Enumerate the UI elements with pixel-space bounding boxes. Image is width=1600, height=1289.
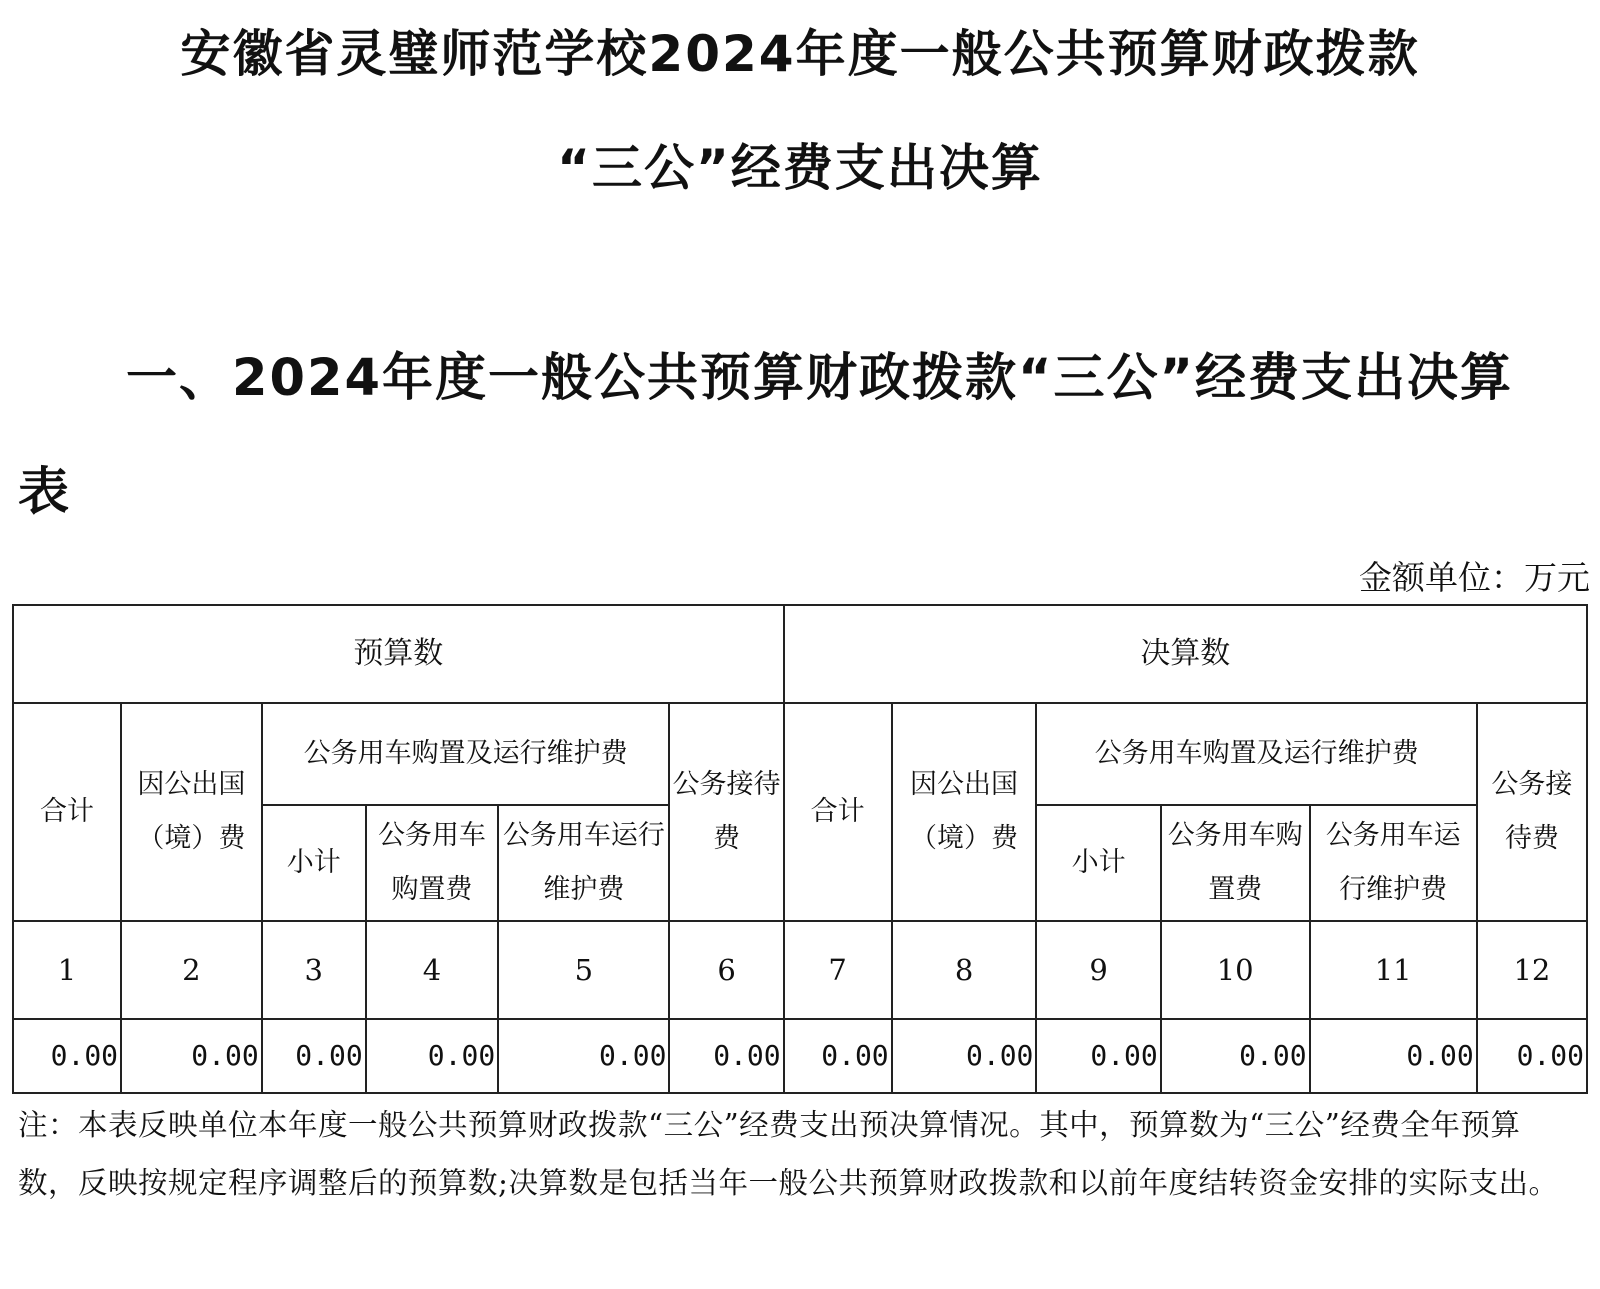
final-overseas-value: 0.00 (892, 1019, 1037, 1093)
unit-label: 金额单位：万元 (1359, 558, 1590, 597)
column-number: 7 (784, 921, 892, 1019)
budget-reception-value: 0.00 (669, 1019, 783, 1093)
column-number: 5 (498, 921, 669, 1019)
final-group-header: 决算数 (784, 605, 1587, 703)
document-title-line-2: “三公”经费支出决算 (557, 139, 1043, 197)
budget-vehicle-purchase-value: 0.00 (366, 1019, 499, 1093)
final-vehicle-purchase-value: 0.00 (1161, 1019, 1310, 1093)
budget-total-value: 0.00 (13, 1019, 121, 1093)
column-number: 8 (892, 921, 1037, 1019)
column-number: 2 (121, 921, 262, 1019)
final-vehicle-operation-value: 0.00 (1310, 1019, 1477, 1093)
budget-vehicle-purchase-header: 公务用车购置费 (366, 805, 499, 921)
final-reception-value: 0.00 (1477, 1019, 1587, 1093)
budget-group-header: 预算数 (13, 605, 784, 703)
final-vehicle-header: 公务用车购置及运行维护费 (1036, 703, 1476, 805)
final-total-header: 合计 (784, 703, 892, 921)
budget-reception-header: 公务接待费 (669, 703, 783, 921)
final-vehicle-purchase-header: 公务用车购置费 (1161, 805, 1310, 921)
final-subtotal-header: 小计 (1036, 805, 1160, 921)
table-header-row-1 (13, 703, 1587, 805)
final-reception-header: 公务接待费 (1477, 703, 1587, 921)
budget-vehicle-header: 公务用车购置及运行维护费 (262, 703, 670, 805)
budget-total-header: 合计 (13, 703, 121, 921)
column-number: 12 (1477, 921, 1587, 1019)
table-group-header-row (13, 605, 1587, 703)
final-vehicle-operation-header: 公务用车运行维护费 (1310, 805, 1477, 921)
column-number: 11 (1310, 921, 1477, 1019)
final-overseas-header: 因公出国（境）费 (892, 703, 1037, 921)
table-note: 注：本表反映单位本年度一般公共预算财政拨款“三公”经费支出预决算情况。其中，预算数为“三公”经费全年预算数，反映按规定程序调整后的预算数;决算数是包括当年一般公共预算财政拨款和以前年度结转资金安排的实际支出。 (18, 1108, 1559, 1200)
budget-vehicle-subtotal-value: 0.00 (262, 1019, 366, 1093)
budget-vehicle-operation-value: 0.00 (498, 1019, 669, 1093)
three-public-expenses-table (12, 604, 1588, 1094)
budget-overseas-value: 0.00 (121, 1019, 262, 1093)
column-number: 4 (366, 921, 499, 1019)
final-total-value: 0.00 (784, 1019, 892, 1093)
final-vehicle-subtotal-value: 0.00 (1036, 1019, 1160, 1093)
budget-subtotal-header: 小计 (262, 805, 366, 921)
column-number: 3 (262, 921, 366, 1019)
table-value-row (13, 1019, 1587, 1093)
budget-overseas-header: 因公出国（境）费 (121, 703, 262, 921)
column-number: 9 (1036, 921, 1160, 1019)
section-title: 一、2024年度一般公共预算财政拨款“三公”经费支出决算表 (18, 349, 1513, 522)
column-number: 6 (669, 921, 783, 1019)
column-number: 10 (1161, 921, 1310, 1019)
document-title-line-1: 安徽省灵璧师范学校2024年度一般公共预算财政拨款 (180, 25, 1420, 83)
budget-vehicle-operation-header: 公务用车运行维护费 (498, 805, 669, 921)
column-number-row (13, 921, 1587, 1019)
column-number: 1 (13, 921, 121, 1019)
